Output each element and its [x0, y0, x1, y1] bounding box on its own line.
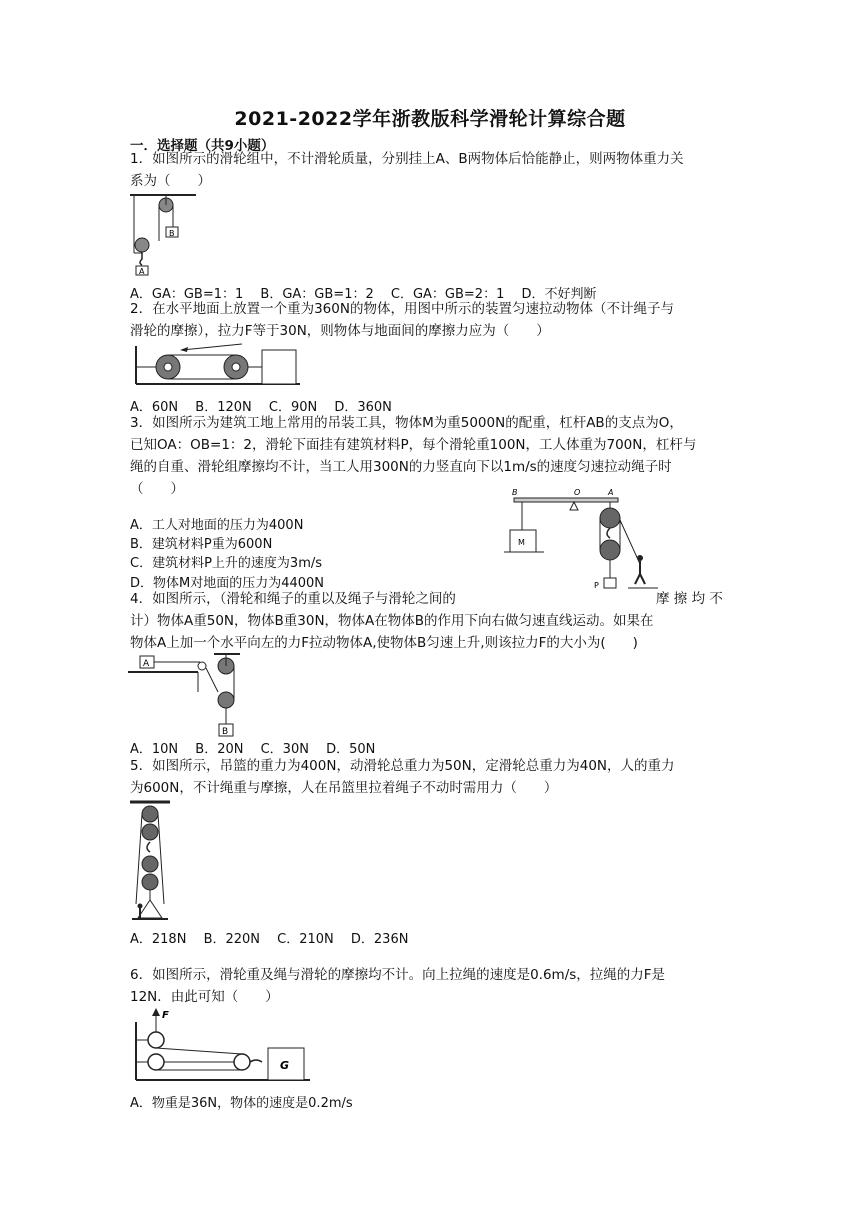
q6-pulley-figure [132, 1008, 312, 1084]
q4-text-line1-part-b: 摩 擦 均 不 [656, 591, 723, 607]
q3-text-line3: 绳的自重、滑轮组摩擦均不计，当工人用300N的力竖直向下以1m/s的速度匀速拉动绳子时 [130, 459, 672, 475]
q2-pulley-figure [132, 342, 302, 390]
q4-label-a: A [143, 659, 150, 669]
page-title: 2021-2022学年浙教版科学滑轮计算综合题 [234, 108, 626, 130]
q4-text-line2: 计）物体A重50N，物体B重30N，物体A在物体B的作用下向右做匀速直线运动。如果在 [130, 613, 654, 629]
q3-label-b: B [512, 488, 518, 497]
q3-label-m: M [518, 538, 525, 547]
q4-options: A．10N B．20N C．30N D．50N [130, 742, 376, 757]
q6-text-line1: 6．如图所示，滑轮重及绳与滑轮的摩擦均不计。向上拉绳的速度是0.6m/s，拉绳的力F是 [130, 967, 666, 983]
q1-pulley-figure [128, 193, 198, 279]
q3-text-line2: 已知OA：OB=1：2，滑轮下面挂有建筑材料P，每个滑轮重100N，工人体重为700N，杠杆与 [130, 437, 697, 453]
q3-option-d: D．物体M对地面的压力为4400N [130, 576, 325, 591]
q5-basket-figure [128, 800, 172, 924]
q4-label-b: B [222, 727, 229, 737]
q2-text-line1: 2．在水平地面上放置一个重为360N的物体，用图中所示的装置匀速拉动物体（不计绳子与 [130, 301, 674, 317]
q1-text-line1: 1．如图所示的滑轮组中，不计滑轮质量，分别挂上A、B两物体后恰能静止，则两物体重力关 [130, 151, 684, 167]
q5-text-line2: 为600N，不计绳重与摩擦，人在吊篮里拉着绳子不动时需用力（ ） [130, 780, 558, 796]
q3-option-c: C．建筑材料P上升的速度为3m/s [130, 556, 323, 571]
q3-option-b: B．建筑材料P重为600N [130, 537, 273, 552]
q4-text-line3: 物体A上加一个水平向左的力F拉动物体A,使物体B匀速上升,则该拉力F的大小为( ) [130, 635, 638, 651]
q4-text-line1-part-a: 4．如图所示，（滑轮和绳子的重以及绳子与滑轮之间的 [130, 591, 456, 607]
section-heading: 一．选择题（共9小题） [130, 138, 275, 154]
q6-label-f: F [162, 1010, 169, 1021]
q5-options: A．218N B．220N C．210N D．236N [130, 932, 409, 947]
q1-text-line2: 系为（ ） [130, 173, 211, 189]
q2-text-line2: 滑轮的摩擦），拉力F等于30N，则物体与地面间的摩擦力应为（ ） [130, 323, 550, 339]
q1-options-text: A．GA：GB=1：1 B．GA：GB=1：2 C．GA：GB=2：1 D．不好判断 [130, 287, 597, 302]
q3-text-line4: （ ） [130, 481, 184, 497]
q4-pulley-figure [128, 652, 248, 738]
q1-label-b: B [169, 229, 175, 238]
q3-label-p: P [594, 581, 599, 590]
q2-options: A．60N B．120N C．90N D．360N [130, 400, 392, 415]
q4-text-line1 [130, 588, 456, 610]
q6-option-a: A．物重是36N，物体的速度是0.2m/s [130, 1096, 353, 1111]
q3-label-o: O [574, 488, 581, 497]
q3-text-line1: 3．如图所示为建筑工地上常用的吊装工具，物体M为重5000N的配重，杠杆AB的支点为O， [130, 415, 683, 431]
q1-label-a: A [139, 267, 145, 276]
q3-lever-figure [504, 484, 664, 592]
q3-label-a: A [608, 488, 614, 497]
q6-label-g: G [280, 1059, 290, 1072]
q3-option-a: A．工人对地面的压力为400N [130, 518, 304, 533]
q6-text-line2: 12N．由此可知（ ） [130, 989, 279, 1005]
q5-text-line1: 5．如图所示，吊篮的重力为400N，动滑轮总重力为50N，定滑轮总重力为40N，人的重力 [130, 758, 675, 774]
